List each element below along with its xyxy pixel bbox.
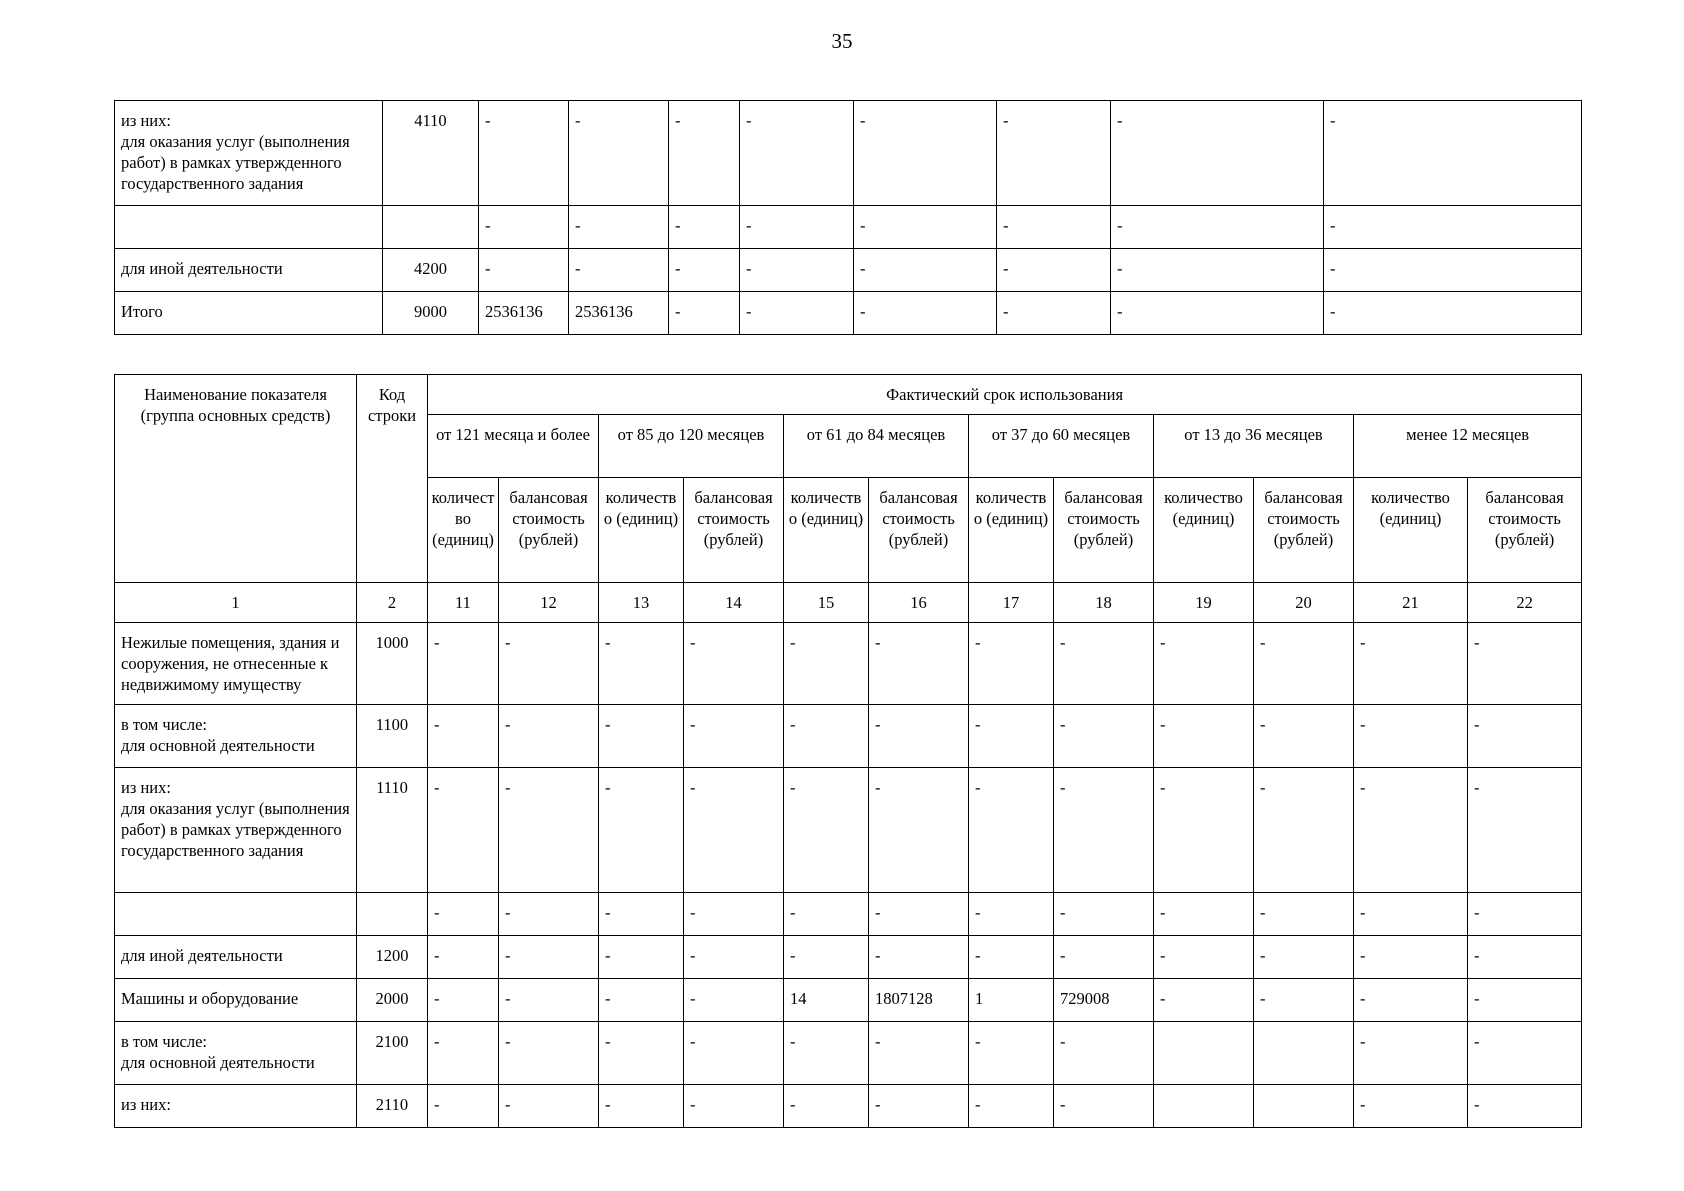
value-cell: - [1324,249,1582,292]
value-cell [1154,1022,1254,1085]
value-cell: - [854,249,997,292]
column-number-cell: 14 [684,583,784,623]
sub-header: количество (единиц) [1354,478,1468,583]
row-name-cell: из них: для оказания услуг (выполнения работ) в рамках утвержденного государственного задания [115,101,383,206]
value-cell: - [499,768,599,893]
table-row [115,979,1582,1022]
value-cell: - [784,623,869,705]
period-group-header: менее 12 месяцев [1354,415,1582,478]
value-cell: - [1154,623,1254,705]
value-cell: - [997,206,1111,249]
value-cell: - [1054,623,1154,705]
value-cell: - [1054,1022,1154,1085]
sub-header: количество (единиц) [1154,478,1254,583]
value-cell: - [969,893,1054,936]
row-name-cell: в том числе: для основной деятельности [115,1022,357,1085]
column-number-cell: 13 [599,583,684,623]
column-number-cell: 1 [115,583,357,623]
table-row [115,292,1582,335]
sub-header: балансовая стоимость (рублей) [499,478,599,583]
value-cell: - [669,249,740,292]
value-cell: - [869,936,969,979]
value-cell: - [1054,768,1154,893]
table-row [115,1085,1582,1128]
row-code-cell: 1110 [357,768,428,893]
value-cell: - [1468,979,1582,1022]
value-cell: - [784,1085,869,1128]
value-cell: - [1254,768,1354,893]
value-cell: - [1154,979,1254,1022]
value-cell: - [669,206,740,249]
value-cell: - [1354,979,1468,1022]
value-cell: - [599,1085,684,1128]
value-cell: - [499,1022,599,1085]
value-cell: - [969,768,1054,893]
value-cell: - [869,1022,969,1085]
value-cell: - [1254,979,1354,1022]
column-number-cell: 18 [1054,583,1154,623]
value-cell: - [479,101,569,206]
row-name-cell: из них: [115,1085,357,1128]
value-cell: - [499,979,599,1022]
value-cell: - [684,623,784,705]
value-cell: - [1254,623,1354,705]
value-cell: - [428,705,499,768]
table-row [115,1022,1582,1085]
value-cell: - [869,893,969,936]
value-cell: - [1054,705,1154,768]
value-cell: - [1324,292,1582,335]
value-cell: - [684,705,784,768]
header-name: Наименование показателя (группа основных средств) [115,375,357,583]
sub-header: количество (единиц) [784,478,869,583]
value-cell: - [869,705,969,768]
value-cell: - [599,705,684,768]
table-row [115,623,1582,705]
value-cell: - [740,206,854,249]
value-cell: - [784,893,869,936]
value-cell: - [997,101,1111,206]
value-cell: - [499,936,599,979]
table-row [115,893,1582,936]
value-cell: - [1154,893,1254,936]
value-cell: 1807128 [869,979,969,1022]
column-number-cell: 2 [357,583,428,623]
value-cell: - [428,768,499,893]
value-cell: - [1254,893,1354,936]
value-cell: 729008 [1054,979,1154,1022]
value-cell: - [428,893,499,936]
value-cell: - [428,623,499,705]
value-cell: - [479,249,569,292]
row-code-cell: 4110 [383,101,479,206]
value-cell: - [684,1085,784,1128]
value-cell: - [740,292,854,335]
value-cell: - [428,1022,499,1085]
value-cell: - [784,1022,869,1085]
row-name-cell: из них: для оказания услуг (выполнения работ) в рамках утвержденного государственного задания [115,768,357,893]
value-cell: - [599,979,684,1022]
value-cell: - [428,1085,499,1128]
value-cell: - [599,893,684,936]
sub-header: балансовая стоимость (рублей) [869,478,969,583]
value-cell: - [1154,768,1254,893]
value-cell: - [854,206,997,249]
column-number-cell: 20 [1254,583,1354,623]
value-cell: - [684,1022,784,1085]
value-cell: 1 [969,979,1054,1022]
value-cell: - [1468,1085,1582,1128]
value-cell: - [1354,623,1468,705]
column-number-cell: 11 [428,583,499,623]
top-table [114,100,1582,335]
table-row [115,936,1582,979]
row-code-cell: 2000 [357,979,428,1022]
value-cell: 2536136 [569,292,669,335]
sub-header: количество (единиц) [428,478,499,583]
value-cell: - [669,292,740,335]
value-cell: - [1468,936,1582,979]
sub-header: балансовая стоимость (рублей) [1054,478,1154,583]
value-cell: - [569,249,669,292]
value-cell [1154,1085,1254,1128]
value-cell: - [1154,936,1254,979]
value-cell: - [1254,705,1354,768]
row-code-cell: 2110 [357,1085,428,1128]
row-code-cell: 2100 [357,1022,428,1085]
value-cell: - [599,936,684,979]
column-number-cell: 22 [1468,583,1582,623]
bottom-table [114,374,1582,1128]
value-cell: - [854,292,997,335]
value-cell: - [869,1085,969,1128]
value-cell: - [669,101,740,206]
row-name-cell: Нежилые помещения, здания и сооружения, не отнесенные к недвижимому имуществу [115,623,357,705]
table-row [115,705,1582,768]
value-cell: - [1468,705,1582,768]
value-cell: - [499,623,599,705]
value-cell: - [499,1085,599,1128]
row-code-cell: 1000 [357,623,428,705]
value-cell: - [428,979,499,1022]
value-cell: - [599,1022,684,1085]
row-name-cell: в том числе: для основной деятельности [115,705,357,768]
sub-header: количество (единиц) [599,478,684,583]
value-cell: - [969,1022,1054,1085]
value-cell: - [1054,936,1154,979]
value-cell: - [740,101,854,206]
value-cell: - [1354,705,1468,768]
column-number-cell: 17 [969,583,1054,623]
value-cell: - [1354,1085,1468,1128]
table-row [115,206,1582,249]
period-group-header: от 61 до 84 месяцев [784,415,969,478]
row-code-cell: 1200 [357,936,428,979]
value-cell: - [499,705,599,768]
value-cell: 14 [784,979,869,1022]
value-cell: - [1111,292,1324,335]
period-group-header: от 13 до 36 месяцев [1154,415,1354,478]
value-cell: - [684,768,784,893]
value-cell: - [997,292,1111,335]
value-cell [1254,1085,1354,1128]
value-cell: - [1468,1022,1582,1085]
value-cell: - [1324,101,1582,206]
value-cell: - [569,101,669,206]
period-group-header: от 85 до 120 месяцев [599,415,784,478]
row-code-cell [357,893,428,936]
sub-header: балансовая стоимость (рублей) [1254,478,1354,583]
period-group-header: от 37 до 60 месяцев [969,415,1154,478]
value-cell: - [1154,705,1254,768]
row-code-cell: 1100 [357,705,428,768]
value-cell: - [969,1085,1054,1128]
value-cell: - [1468,768,1582,893]
column-number-cell: 21 [1354,583,1468,623]
table-row [115,249,1582,292]
sub-header: балансовая стоимость (рублей) [684,478,784,583]
value-cell: - [499,893,599,936]
value-cell: - [854,101,997,206]
value-cell: - [428,936,499,979]
value-cell: - [684,893,784,936]
value-cell: - [1324,206,1582,249]
value-cell: - [997,249,1111,292]
value-cell: - [1354,1022,1468,1085]
row-code-cell: 4200 [383,249,479,292]
value-cell: - [684,936,784,979]
value-cell: - [569,206,669,249]
value-cell: - [869,768,969,893]
value-cell: - [784,936,869,979]
value-cell: - [1111,101,1324,206]
row-code-cell [383,206,479,249]
value-cell: - [1111,249,1324,292]
value-cell: - [479,206,569,249]
header-span-title: Фактический срок использования [428,375,1582,415]
value-cell: - [1111,206,1324,249]
value-cell: - [684,979,784,1022]
page-number: 35 [831,29,853,53]
value-cell: - [740,249,854,292]
header-code: Код строки [357,375,428,583]
value-cell: - [969,705,1054,768]
value-cell: 2536136 [479,292,569,335]
value-cell: - [1354,936,1468,979]
row-code-cell: 9000 [383,292,479,335]
column-number-cell: 15 [784,583,869,623]
value-cell: - [784,705,869,768]
table-row [115,768,1582,893]
value-cell: - [1354,893,1468,936]
value-cell [1254,1022,1354,1085]
value-cell: - [1468,623,1582,705]
row-name-cell [115,206,383,249]
sub-header: количество (единиц) [969,478,1054,583]
value-cell: - [969,623,1054,705]
value-cell: - [599,768,684,893]
row-name-cell: Машины и оборудование [115,979,357,1022]
row-name-cell [115,893,357,936]
value-cell: - [869,623,969,705]
value-cell: - [599,623,684,705]
value-cell: - [1468,893,1582,936]
value-cell: - [1054,1085,1154,1128]
row-name-cell: для иной деятельности [115,936,357,979]
row-name-cell: для иной деятельности [115,249,383,292]
table-row [115,101,1582,206]
period-group-header: от 121 месяца и более [428,415,599,478]
column-number-cell: 16 [869,583,969,623]
value-cell: - [1354,768,1468,893]
value-cell: - [969,936,1054,979]
sub-header: балансовая стоимость (рублей) [1468,478,1582,583]
value-cell: - [1254,936,1354,979]
value-cell: - [784,768,869,893]
column-number-cell: 12 [499,583,599,623]
value-cell: - [1054,893,1154,936]
column-number-cell: 19 [1154,583,1254,623]
row-name-cell: Итого [115,292,383,335]
